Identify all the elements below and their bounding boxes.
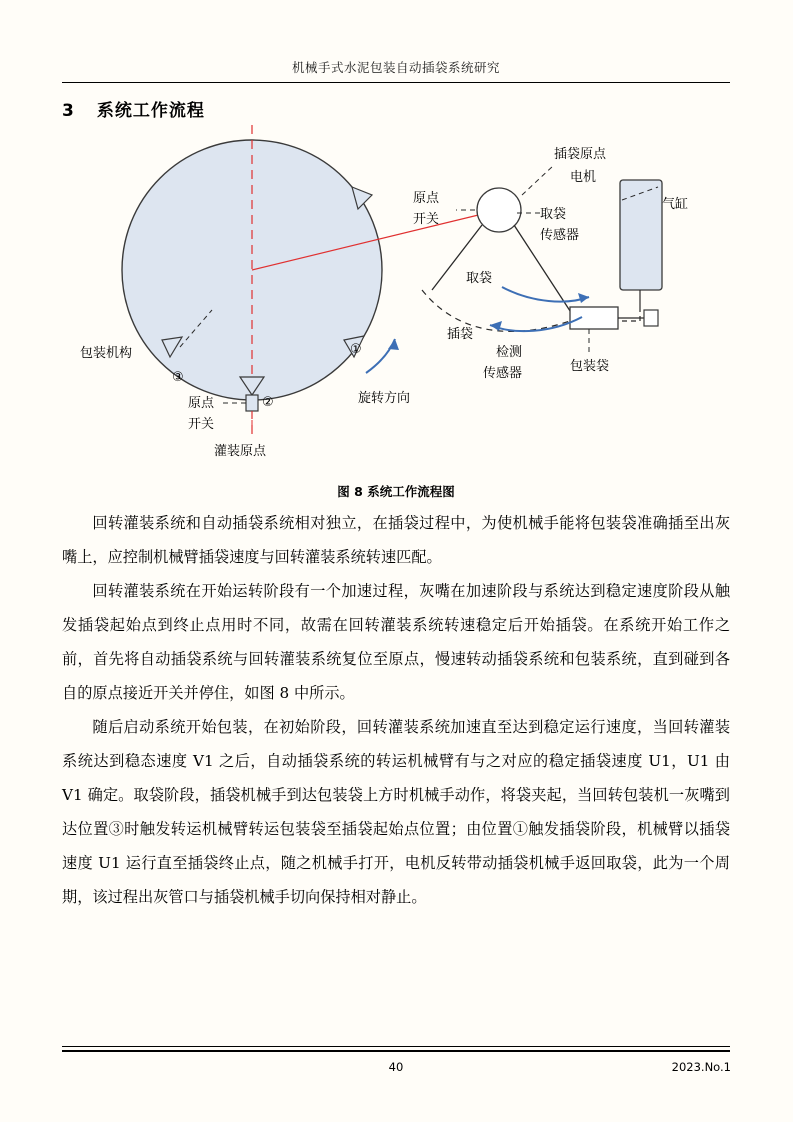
label-insert-origin: 插袋原点 <box>554 147 607 162</box>
footer-divider-thick <box>62 1050 730 1052</box>
paragraph-3: 随后启动系统开始包装，在初始阶段，回转灌装系统加速直至达到稳定运行速度，当回转灌装系统达到稳态速度 V1 之后，自动插袋系统的转运机械臂有与之对应的稳定插袋速度 U1，U1 由 V1 确定。取袋阶段，插袋机械手到达包装袋上方时机械手动作，将袋夹起，当回转包装机一灰嘴到达位置③时触发转运机械臂转运包装袋至插袋起始点位置；由位置①触发插袋阶段，机械臂以插袋速度 U1 运行直至插袋终止点，随之机械手打开，电机反转带动插袋机械手返回取袋，此为一个周期，该过程出灰管口与插袋机械手切向保持相对静止。 <box>62 718 730 906</box>
running-header: 机械手式水泥包装自动插袋系统研究 <box>291 60 500 75</box>
origin-switch-box-bottom <box>246 395 258 411</box>
label-origin-switch-bottom-2: 开关 <box>188 417 215 432</box>
arrow-rotation <box>366 339 395 373</box>
figure-caption: 图 8 系统工作流程图 <box>337 484 455 499</box>
label-motor: 电机 <box>570 170 597 185</box>
footer-divider-thin <box>62 1046 730 1047</box>
paragraph-2: 回转灌装系统在开始运转阶段有一个加速过程，灰嘴在加速阶段与系统达到稳定速度阶段从触发插袋起始点到终止点用时不同，故需在回转灌装系统转速稳定后开始插袋。在系统开始工作之前，首先将自动插袋系统与回转灌装系统复位至原点，慢速转动插袋系统和包装系统，直到碰到各自的原点接近开关并停住，如图 8 中所示。 <box>62 582 730 702</box>
detection-sensor-box <box>570 307 618 329</box>
label-take-bag: 取袋 <box>466 271 493 286</box>
label-package-bag: 包装袋 <box>570 359 610 374</box>
issue-label: 2023.No.1 <box>671 1060 731 1074</box>
label-position-3: ③ <box>172 370 184 385</box>
page-number: 40 <box>388 1060 404 1074</box>
section-title-text: 系统工作流程 <box>96 101 205 121</box>
label-insert-bag: 插袋 <box>447 327 474 342</box>
cylinder-body <box>620 180 662 290</box>
paragraph-1: 回转灌装系统和自动插袋系统相对独立，在插袋过程中，为使机械手能将包装袋准确插至出灰嘴上，应控制机械臂插袋速度与回转灌装系统转速匹配。 <box>62 514 730 566</box>
label-position-1: ① <box>350 342 362 357</box>
arrow-take-bag-head <box>578 293 589 303</box>
label-rotation-direction: 旋转方向 <box>358 391 411 406</box>
label-packing-mechanism: 包装机构 <box>80 346 133 361</box>
arrow-take-bag <box>502 287 589 302</box>
label-detect-sensor-1: 检测 <box>496 345 523 360</box>
label-origin-switch-bottom-1: 原点 <box>188 396 215 411</box>
label-take-bag-sensor-1: 取袋 <box>540 207 567 222</box>
label-origin-switch-top-1: 原点 <box>413 191 440 206</box>
label-take-bag-sensor-2: 传感器 <box>540 228 580 243</box>
label-origin-switch-top-2: 开关 <box>413 212 440 227</box>
cylinder-dashed-link <box>618 307 640 321</box>
section-number: 3 <box>62 101 75 121</box>
label-cylinder: 气缸 <box>662 197 689 212</box>
sensor-end-box <box>644 310 658 326</box>
label-detect-sensor-2: 传感器 <box>483 366 523 381</box>
body-content <box>62 506 730 914</box>
header-divider <box>62 82 730 83</box>
leader-insert-origin <box>522 165 554 195</box>
label-position-2: ② <box>262 395 274 410</box>
figure-system-workflow <box>62 125 730 475</box>
label-filling-origin: 灌装原点 <box>214 444 267 459</box>
section-heading <box>62 96 205 121</box>
